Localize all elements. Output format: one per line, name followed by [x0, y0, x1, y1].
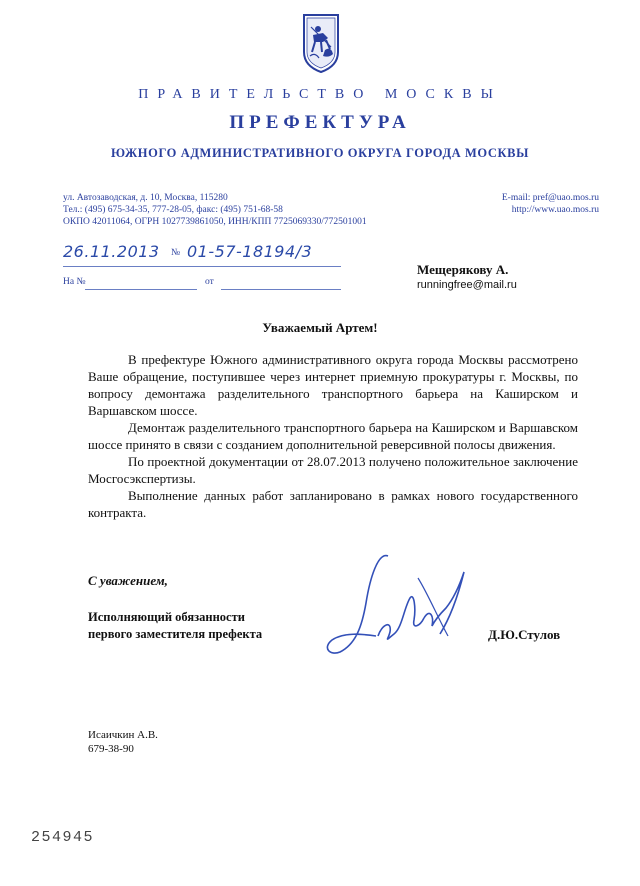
executor-phone: 679-38-90 — [88, 743, 134, 755]
government-title: ПРАВИТЕЛЬСТВО МОСКВЫ — [138, 87, 502, 102]
body-paragraph: По проектной документации от 28.07.2013 получено положительное заключение Мосгосэкспертизы. — [88, 454, 578, 486]
reference-number-label: На № — [63, 277, 86, 287]
outgoing-number: 01-57-18194/3 — [187, 242, 313, 261]
address-line: ул. Автозаводская, д. 10, Москва, 115280 — [63, 193, 228, 203]
contact-block-left — [63, 192, 367, 228]
addressee-name: Мещерякову А. — [417, 262, 509, 277]
codes-line: ОКПО 42011064, ОГРН 1027739861050, ИНН/КПП 7725069330/772501001 — [63, 217, 367, 227]
signer-title — [88, 609, 262, 643]
number-label: № — [171, 248, 181, 258]
phone-line: Тел.: (495) 675-34-35, 777-28-05, факс: (495) 751-68-58 — [63, 205, 283, 215]
outgoing-registration — [63, 242, 343, 268]
addressee-email: runningfree@mail.ru — [417, 279, 517, 291]
signer-title-line-1: Исполняющий обязанности — [88, 610, 245, 624]
outgoing-date: 26.11.2013 — [63, 242, 160, 261]
email-line: E-mail: pref@uao.mos.ru — [501, 193, 599, 203]
body-paragraph: В префектуре Южного административного округа города Москвы рассмотрено Ваше обращение, поступившее через интернет приемную прокуратуры г. Москвы, по вопросу демонтажа разделительного транспортного барьера на Каширском и Варшавском шоссе. — [88, 352, 578, 418]
reference-number-blank — [85, 289, 197, 290]
letter-body — [88, 351, 578, 521]
contact-block-right — [502, 192, 599, 216]
greeting: Уважаемый Артем! — [262, 320, 378, 335]
body-paragraph: Выполнение данных работ запланировано в рамках нового государственного контракта. — [88, 488, 578, 520]
reference-date-blank — [221, 289, 341, 290]
executor-block — [88, 728, 158, 756]
closing-phrase: С уважением, — [88, 573, 168, 588]
district-title: ЮЖНОГО АДМИНИСТРАТИВНОГО ОКРУГА ГОРОДА МОСКВЫ — [111, 146, 529, 160]
serial-number: 254945 — [31, 829, 95, 846]
website-line: http://www.uao.mos.ru — [511, 205, 599, 215]
signer-title-line-2: первого заместителя префекта — [88, 627, 263, 641]
reference-registration — [63, 277, 343, 293]
outgoing-underline — [63, 266, 341, 267]
executor-name: Исаичкин А.В. — [88, 729, 158, 741]
prefecture-title: ПРЕФЕКТУРА — [229, 112, 411, 133]
body-paragraph: Демонтаж разделительного транспортного барьера на Каширском и Варшавском шоссе принято в связи с созданием дополнительной реверсивной полосы движения. — [88, 420, 578, 452]
reference-date-label: от — [205, 277, 214, 287]
handwritten-signature-icon — [318, 548, 478, 668]
signer-name: Д.Ю.Стулов — [488, 627, 561, 642]
moscow-coat-of-arms-icon — [301, 12, 341, 74]
